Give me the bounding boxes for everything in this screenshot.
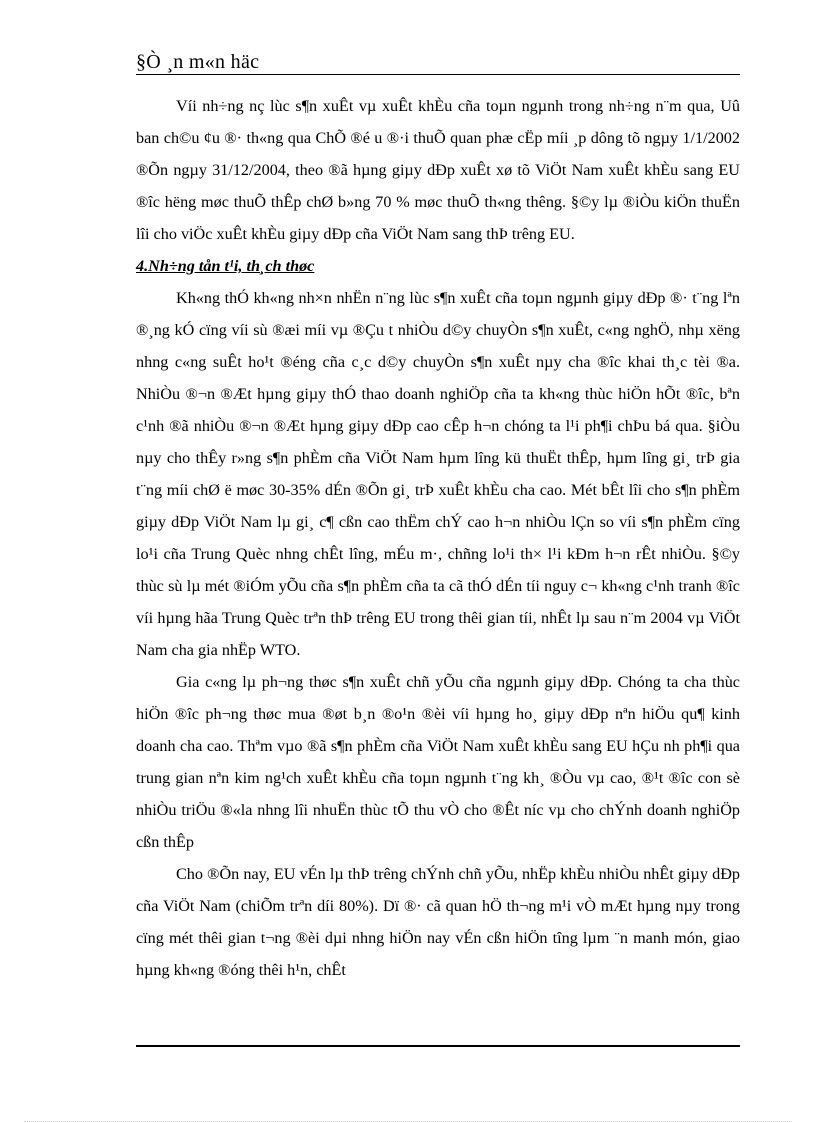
- paragraph-processing-method: Gia c«ng lµ ph¬ng thøc s¶n xuÊt chñ yÕu cña ngµnh giµy dÐp. Chóng ta cha thùc hiÖn ®îc ph¬ng thøc mua ®øt b¸n ®o¹n ®èi víi hµng ho¸ giµy dÐp nªn hiÖu qu¶ kinh doanh cha cao. Thªm vµo ®ã s¶n phÈm cña ViÖt Nam xuÊt khÈu sang EU hÇu nh ph¶i qua trung gian nªn kim ng¹ch xuÊt khÈu cña toµn ngµnh t¨ng kh¸ ®Òu vµ cao, ®¹t ®îc con sè nhiÒu triÖu ®«la nhng lîi nhuËn thùc tÕ thu vÒ cho ®Êt níc vµ cho chÝnh doanh nghiÖp cßn thÊp: [136, 673, 740, 851]
- paragraph-eu-main-market: Cho ®Õn nay, EU vÉn lµ thÞ trêng chÝnh chñ yÕu, nhËp khÈu nhiÒu nhÊt giµy dÐp cña ViÖt Nam (chiÕm trªn díi 80%). Dï ®· cã quan hÖ th¬ng m¹i vÒ mÆt hµng nµy trong cïng mét thêi gian t¬ng ®èi dµi nhng hiÖn nay vÉn cßn hiÖn tîng lµm ¨n manh món, giao hµng kh«ng ®óng thêi h¹n, chÊt: [136, 865, 740, 979]
- page-header-title: §Ò ¸n m«n häc: [136, 51, 260, 73]
- page-bottom-edge: [24, 1121, 792, 1122]
- paragraph-eu-tariff-preferences: Víi nh÷ng nç lùc s¶n xuÊt vµ xuÊt khÈu cña toµn ngµnh trong nh÷ng n¨m qua, Uû ban ch©u ¢u ®· th«ng qua ChÕ ®é u ®·i thuÕ quan phæ cËp míi ¸p dông tõ ngµy 1/1/2002 ®Õn ngµy 31/12/2004, theo ®ã hµng giµy dÐp xuÊt xø tõ ViÖt Nam xuÊt khÈu sang EU ®îc hëng møc thuÕ thÊp chØ b»ng 70 % møc thuÕ th«ng thêng. §©y lµ ®iÒu kiÖn thuËn lîi cho viÖc xuÊt khÈu giµy dÐp cña ViÖt Nam sang thÞ trêng EU.: [136, 97, 740, 243]
- header-divider: [136, 74, 740, 75]
- document-body: [136, 90, 740, 986]
- paragraph-production-capacity: Kh«ng thÓ kh«ng nh×n nhËn n¨ng lùc s¶n xuÊt cña toµn ngµnh giµy dÐp ®· t¨ng lªn ®¸ng kÓ cïng víi sù ®æi míi vµ ®Çu t nhiÒu d©y chuyÒn s¶n xuÊt, c«ng nghÖ, nhµ xëng nhng c«ng suÊt ho¹t ®éng cña c¸c d©y chuyÒn s¶n xuÊt nµy cha ®îc khai th¸c tèi ®a. NhiÒu ®¬n ®Æt hµng giµy thÓ thao doanh nghiÖp cña ta kh«ng thùc hiÖn hÕt ®îc, bªn c¹nh ®ã nhiÒu ®¬n ®Æt hµng giµy dÐp cao cÊp h¬n chóng ta l¹i ph¶i chÞu bá qua. §iÒu nµy cho thÊy r»ng s¶n phÈm cña ViÖt Nam hµm lîng kü thuËt thÊp, hµm lîng gi¸ trÞ gia t¨ng míi chØ ë møc 30-35% dÉn ®Õn gi¸ trÞ xuÊt khÈu cha cao. Mét bÊt lîi cho s¶n phÈm giµy dÐp ViÖt Nam lµ gi¸ c¶ cßn cao thËm chÝ cao h¬n nhiÒu lÇn so víi s¶n phÈm cïng lo¹i cña Trung Quèc nhng chÊt lîng, mÉu m·, chñng lo¹i th× l¹i kÐm h¬n rÊt nhiÒu. §©y thùc sù lµ mét ®iÓm yÕu cña s¶n phÈm cña ta cã thÓ dÉn tíi nguy c¬ kh«ng c¹nh tranh ®îc víi hµng hãa Trung Quèc trªn thÞ trêng EU trong thêi gian tíi, nhÊt lµ sau n¨m 2004 vµ ViÖt Nam cha gia nhËp WTO.: [136, 289, 740, 659]
- footer-divider: [136, 1045, 740, 1047]
- section-heading-challenges: 4.Nh÷ng tån t¹i, th¸ch thøc: [136, 257, 315, 275]
